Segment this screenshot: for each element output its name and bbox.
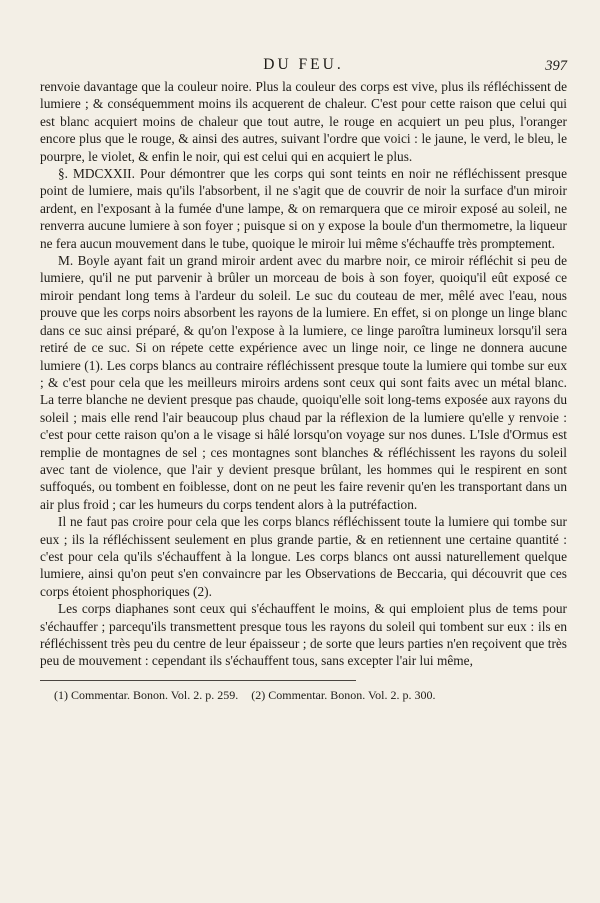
paragraph: Il ne faut pas croire pour cela que les corps blancs réfléchissent toute la lumiere qui tombe sur eux ; ils la réfléchissent seulement en plus grande partie, & en retiennent une certaine quantité : c'est pour cela qu'ils s'échauffent à la longue. Les corps blancs ont aussi naturellement quelque lumiere, ainsi qu'on peut s'en convaincre par les Observations de Beccaria, qui découvrit que ces corps étoient phosphoriques (2). bbox=[40, 514, 567, 599]
page-number: 397 bbox=[545, 58, 567, 74]
running-title: DU FEU. bbox=[263, 56, 344, 73]
page bbox=[40, 56, 567, 703]
paragraph: renvoie davantage que la couleur noire. Plus la couleur des corps est vive, plus ils réfléchissent de lumiere ; & conséquemment moins ils acquerent de chaleur. C'est pour cette raison que celui qui est blanc acquiert moins de chaleur que tout autre, le rouge en acquiert un peu plus, l'oranger encore plus que le rouge, & ainsi des autres, suivant l'ordre que voici : le jaune, le verd, le bleu, le pourpre, le violet, & enfin le noir, qui est celui qui en acquiert le plus. bbox=[40, 79, 567, 164]
page-header bbox=[40, 56, 567, 78]
paragraph: §. MDCXXII. Pour démontrer que les corps qui sont teints en noir ne réfléchissent presque point de lumiere, mais qu'ils l'absorbent, il ne s'agit que de couvrir de noir la surface d'un miroir ardent, en l'exposant à la fumée d'une lampe, & on remarquera que ce miroir exposé au soleil, ne renverra aucune lumiere à son foyer ; puisque si on y expose la boule d'un thermometre, la liqueur ne fera aucun mouvement dans le tube, quoique le miroir lui même s'échauffe très promptement. bbox=[40, 166, 567, 251]
footnote-divider bbox=[40, 680, 356, 681]
paragraph: Les corps diaphanes sont ceux qui s'échauffent le moins, & qui emploient plus de tems pour s'échauffer ; parcequ'ils transmettent presque tous les rayons du soleil qui tombent sur eux : ils en réfléchissent très peu du centre de leur épaisseur ; de sorte que leurs parties n'en reçoivent que très peu de mouvement : cependant ils s'échauffent tous, sans excepter l'air lui même, bbox=[40, 601, 567, 669]
footnote: (2) Commentar. Bonon. Vol. 2. p. 300. bbox=[251, 687, 436, 702]
footnote: (1) Commentar. Bonon. Vol. 2. p. 259. bbox=[54, 687, 239, 702]
body-text bbox=[40, 78, 567, 670]
footnotes bbox=[40, 687, 567, 703]
paragraph: M. Boyle ayant fait un grand miroir ardent avec du marbre noir, ce miroir réfléchit si peu de lumiere, qu'il ne put parvenir à brûler un morceau de bois à son foyer, quoiqu'il eût exposé ce miroir pendant long tems à l'ardeur du soleil. Le suc du couteau de mer, mêlé avec l'eau, nous prouve que les corps noirs absorbent les rayons de la lumiere. En effet, si on plonge un linge blanc dans ce suc ainsi préparé, & qu'on l'expose à la lumiere, ce linge paroîtra lumineux lorsqu'il sera retiré de ce suc. Si on répete cette expérience avec un linge noir, ce linge ne donnera aucune lumiere (1). Les corps blancs au contraire réfléchissent presque toute la lumiere qui tombe sur eux ; & c'est pour cela que les meilleurs miroirs ardens sont ceux qui sont faits avec un métal blanc. La terre blanche ne devient presque pas chaude, quoiqu'elle soit long-tems exposée aux rayons du soleil ; mais elle rend l'air beaucoup plus chaud par la réflexion de la lumiere qu'elle y renvoie : c'est pour cette raison qu'on a le visage si hâlé lorsqu'on voyage sur nos dunes. L'Isle d'Ormus est remplie de montagnes de sel ; ces montagnes sont blanches & réfléchissent les rayons du soleil avec tant de violence, que l'air y devient presque brûlant, les hommes qui le respirent en sont suffoqués, ou tombent en foiblesse, dont on ne peut les faire revenir qu'en les transportant dans un air plus froid ; car les humeurs du corps tendent alors à la putréfaction. bbox=[40, 253, 567, 512]
